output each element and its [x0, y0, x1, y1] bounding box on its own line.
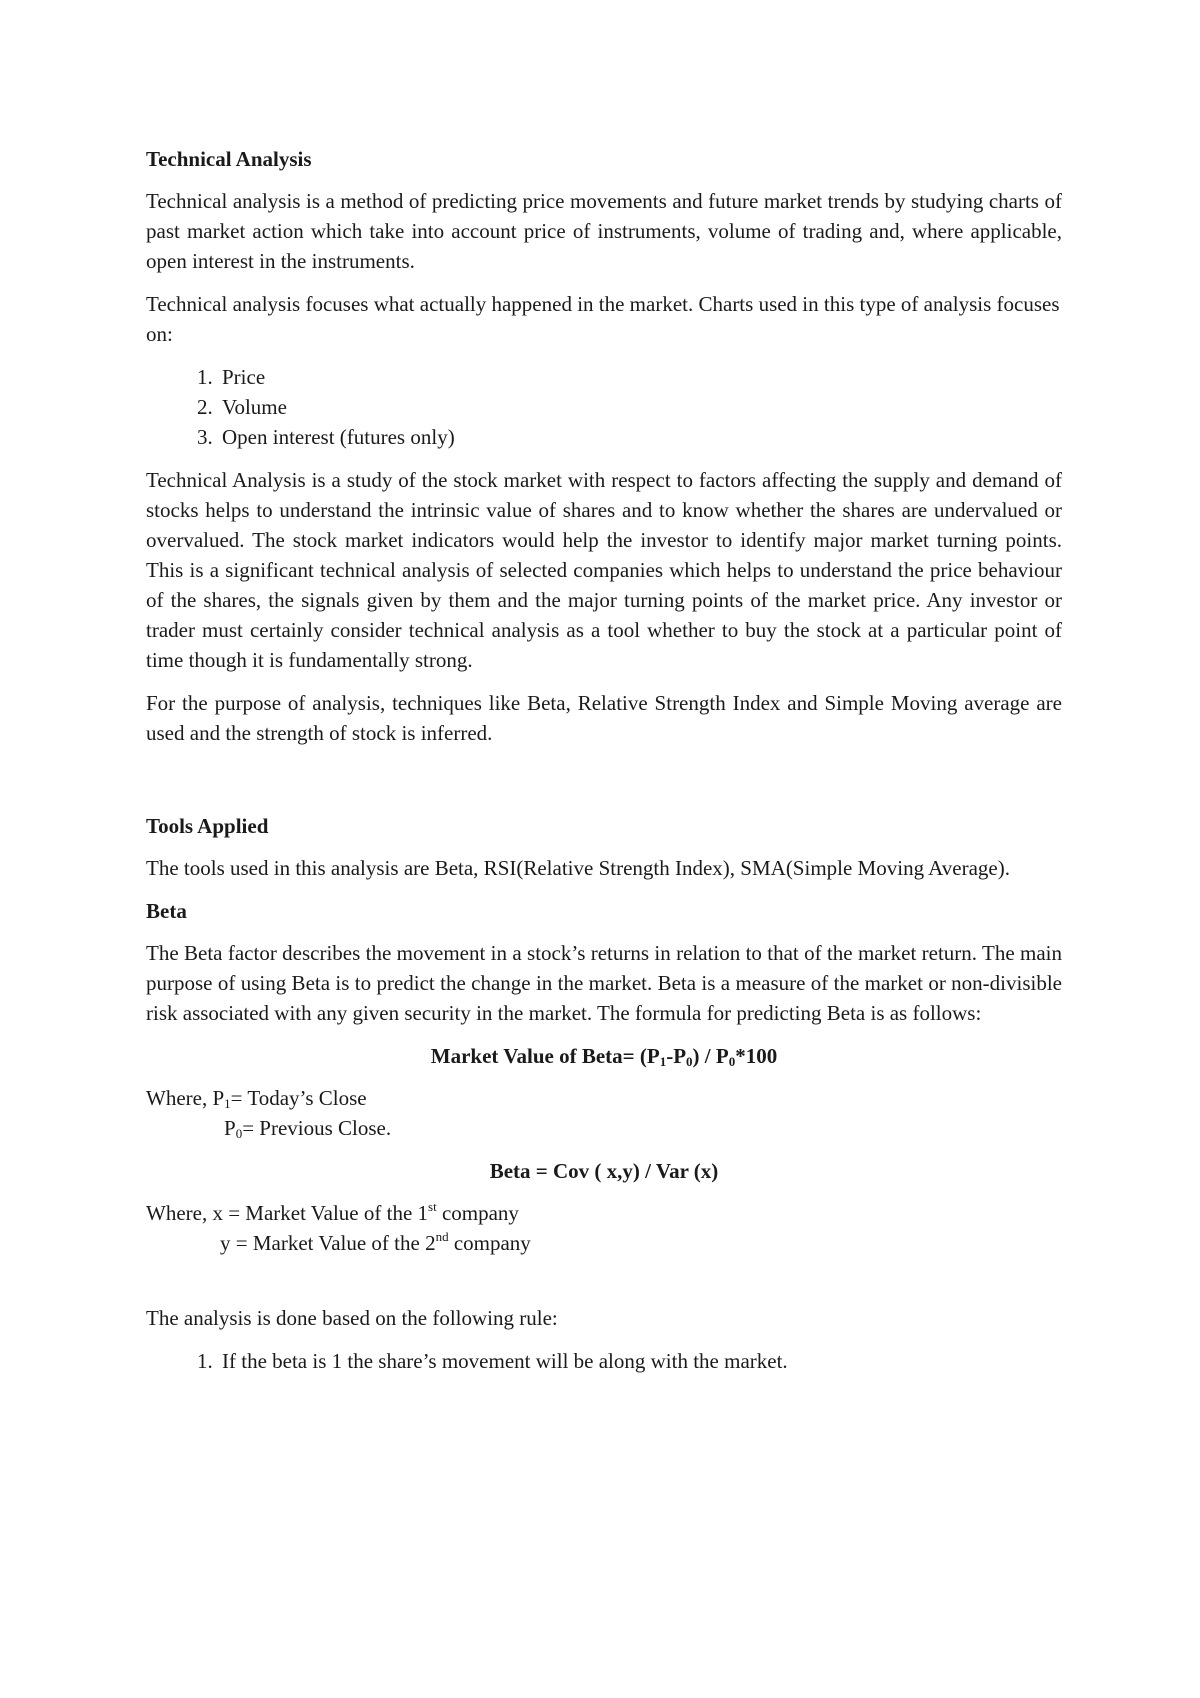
section-title-technical-analysis: Technical Analysis — [146, 147, 312, 171]
formula-subscript: 1 — [659, 1054, 667, 1069]
where-line-p0 — [146, 1113, 1062, 1143]
where-line-p1 — [146, 1083, 1062, 1113]
where-subscript: 1 — [224, 1096, 231, 1111]
formula-market-value-of-beta — [146, 1041, 1062, 1071]
where-text: P — [224, 1116, 236, 1140]
where-block-variables — [146, 1198, 1062, 1258]
paragraph-beta: The Beta factor describes the movement in a stock’s returns in relation to that of the market return. The main purpose of using Beta is to predict the change in the market. Beta is a measure of the market or non-divisible risk associated with any given security in the market. The formula for predicting Beta is as follows: — [146, 941, 1062, 1025]
paragraph-tools: The tools used in this analysis are Beta, RSI(Relative Strength Index), SMA(Simple Moving Average). — [146, 856, 1010, 880]
where-line-x — [146, 1198, 1062, 1228]
paragraph-study: Technical Analysis is a study of the stock market with respect to factors affecting the supply and demand of stocks helps to understand the intrinsic value of shares and to know whether the shares are undervalued or overvalued. The stock market indicators would help the investor to identify major market turning points. This is a significant technical analysis of selected companies which helps to understand the price behaviour of the shares, the signals given by them and the major turning points of the market price. Any investor or trader must certainly consider technical analysis as a tool whether to buy the stock at a particular point of time though it is fundamentally strong. — [146, 468, 1062, 672]
blank-space — [146, 1271, 1062, 1303]
rules-list — [146, 1346, 1062, 1376]
formula-text: *100 — [735, 1044, 778, 1068]
list-item: 3. Open interest (futures only) — [218, 422, 1062, 452]
focus-list — [146, 362, 1062, 452]
formula-text: ) / P — [692, 1044, 729, 1068]
list-item: 1. If the beta is 1 the share’s movement will be along with the market. — [218, 1346, 1062, 1376]
where-line-y — [146, 1228, 1062, 1258]
paragraph-purpose: For the purpose of analysis, techniques like Beta, Relative Strength Index and Simple Moving average are used and the strength of stock is inferred. — [146, 691, 1062, 745]
section-title-tools-applied: Tools Applied — [146, 814, 269, 838]
blank-space — [146, 761, 1062, 811]
where-text: = Previous Close. — [242, 1116, 392, 1140]
where-subscript: 0 — [235, 1126, 243, 1141]
where-text: company — [436, 1201, 519, 1225]
where-text: Where, x = Market Value of the 1 — [146, 1201, 429, 1225]
subsection-title-beta: Beta — [146, 899, 187, 923]
paragraph-definition: Technical analysis is a method of predicting price movements and future market trends by studying charts of past market action which take into account price of instruments, volume of trading and, where applicable, open interest in the instruments. — [146, 189, 1062, 273]
paragraph-rule-intro: The analysis is done based on the following rule: — [146, 1306, 558, 1330]
paragraph-focus: Technical analysis focuses what actually happened in the market. Charts used in this type of analysis focuses on: — [146, 292, 1060, 346]
where-text: Where, P — [146, 1086, 225, 1110]
where-text: = Today’s Close — [230, 1086, 367, 1110]
list-item: 2. Volume — [218, 392, 1062, 422]
formula-text: -P — [666, 1044, 687, 1068]
where-text: company — [448, 1231, 531, 1255]
where-block-prices — [146, 1083, 1062, 1143]
formula-subscript: 0 — [686, 1054, 693, 1069]
formula-beta-cov-var: Beta = Cov ( x,y) / Var (x) — [489, 1159, 719, 1183]
where-text: y = Market Value of the 2 — [220, 1231, 436, 1255]
list-item: 1. Price — [218, 362, 1062, 392]
formula-text: Market Value of Beta= (P — [430, 1044, 660, 1068]
where-superscript: nd — [435, 1229, 449, 1244]
formula-subscript: 0 — [728, 1054, 736, 1069]
where-superscript: st — [428, 1199, 437, 1214]
